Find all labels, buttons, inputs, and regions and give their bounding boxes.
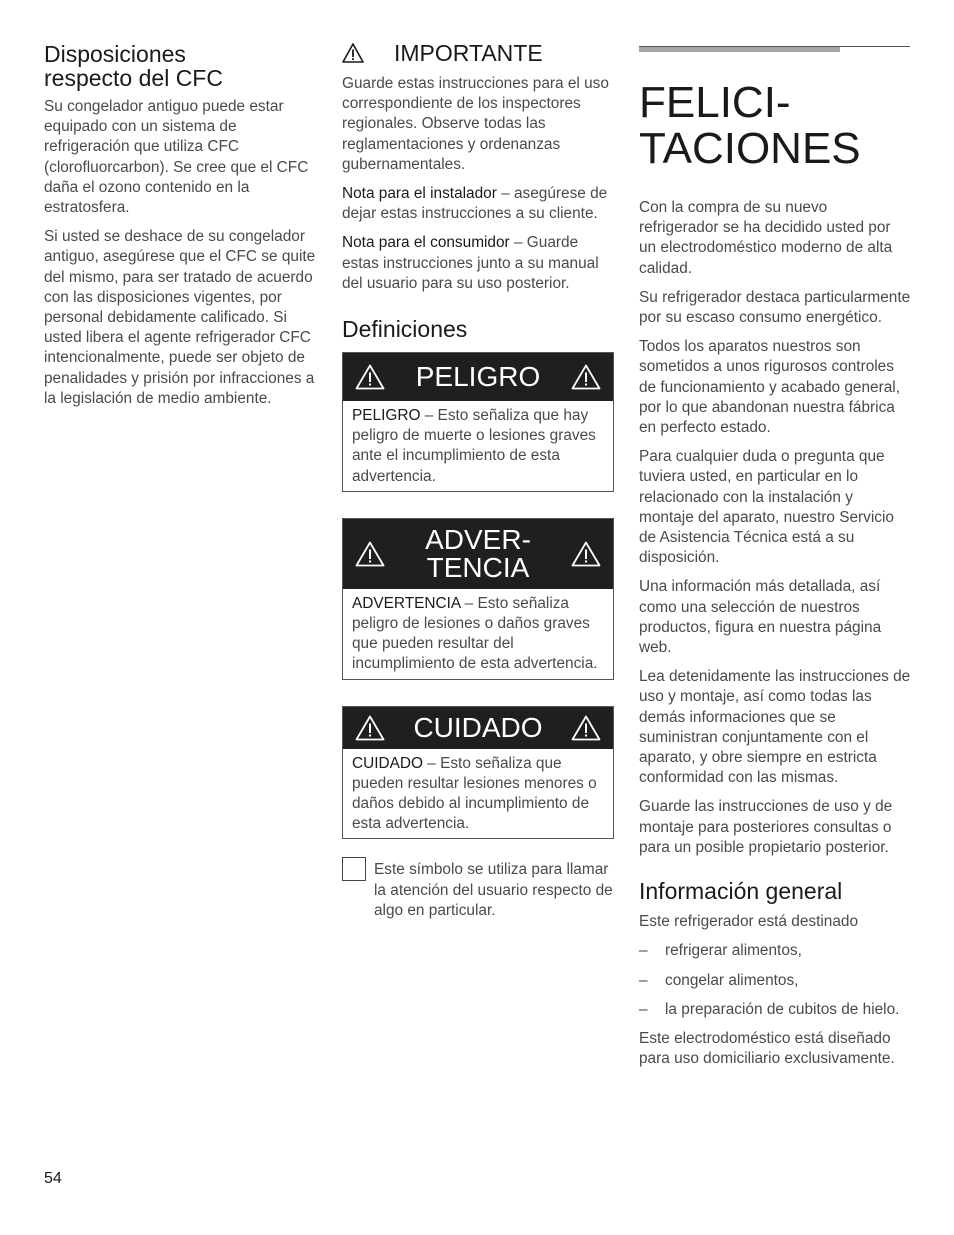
informacion-heading: Información general: [639, 878, 843, 905]
cuidado-header: [343, 707, 613, 749]
advertencia-title: [385, 523, 571, 583]
informacion-intro: Este refrigerador está destinado: [639, 913, 859, 931]
felicitaciones-title-line2: TACIONES: [639, 124, 861, 173]
list-item-text: refrigerar alimentos,: [665, 942, 802, 960]
felicitaciones-title-line1: FELICI-: [639, 78, 791, 127]
importante-paragraph: Guarde estas instrucciones para el uso correspondiente de los inspectores regionales. Observe todas las reglamentaciones y ordenanzas gubernamentales.: [342, 75, 609, 173]
list-dash: –: [639, 971, 648, 989]
felicitaciones-title: [639, 80, 911, 172]
list-item-text: congelar alimentos,: [665, 971, 799, 989]
felicitaciones-paragraph-6: Lea detenidamente las instrucciones de uso y montaje, así como todas las demás informaciones que se suministran conjuntamente con el aparato, y obre siempre en estricta conformidad con las mismas.: [639, 668, 911, 787]
advertencia-title-line1: ADVER-: [425, 523, 531, 555]
symbol-note: [342, 857, 614, 930]
warning-triangle-icon: [355, 715, 385, 741]
advertencia-term: ADVERTENCIA: [352, 594, 461, 612]
cuidado-title: CUIDADO: [413, 711, 543, 743]
cfc-heading-line1: Disposiciones: [44, 41, 186, 67]
note-square-icon: [342, 857, 366, 881]
cuidado-description: [352, 754, 603, 835]
felicitaciones-paragraph-2: Su refrigerador destaca particularmente por su escaso consumo energético.: [639, 288, 911, 327]
list-dash: –: [639, 942, 648, 960]
header-rule: [639, 44, 911, 52]
cuidado-box: [342, 706, 614, 840]
consumer-note-text: – Guarde estas instrucciones junto a su manual del usuario para su uso posterior.: [342, 234, 599, 292]
peligro-description: [352, 406, 603, 487]
advertencia-title-line2: TENCIA: [426, 551, 530, 583]
importante-section: [342, 40, 614, 930]
installer-note: [342, 184, 614, 224]
warning-triangle-icon: [342, 43, 364, 63]
cuidado-body: [343, 749, 613, 839]
advertencia-text: – Esto señaliza peligro de lesiones o daños graves que pueden resultar del incumplimiento de esta advertencia.: [352, 594, 598, 673]
list-dash: –: [639, 1000, 648, 1018]
list-item-text: la preparación de cubitos de hielo.: [665, 1000, 900, 1018]
felicitaciones-paragraph-4: Para cualquier duda o pregunta que tuviera usted, en particular en lo relacionado con la instalación y montaje del aparato, nuestro Servicio de Asistencia Técnica está a su disposición.: [639, 448, 894, 567]
warning-triangle-icon: [571, 715, 601, 741]
importante-heading: [342, 40, 614, 66]
cuidado-term: CUIDADO: [352, 754, 423, 772]
peligro-body: [343, 401, 613, 491]
warning-triangle-icon: [355, 541, 385, 567]
cfc-heading-line2: respecto del CFC: [44, 65, 223, 91]
informacion-list: [639, 941, 911, 1020]
felicitaciones-paragraph-3: Todos los aparatos nuestros son sometidos a unos rigurosos controles de funcionamiento y acabado general, por lo que abandonan nuestra fábrica en perfecto estado.: [639, 338, 900, 437]
advertencia-box: [342, 518, 614, 680]
felicitaciones-paragraph-1: Con la compra de su nuevo refrigerador se ha decidido usted por un electrodoméstico moderno de alta calidad.: [639, 199, 893, 277]
list-item: [639, 941, 911, 961]
advertencia-header: [343, 519, 613, 589]
peligro-header: [343, 353, 613, 401]
peligro-title: PELIGRO: [415, 361, 541, 393]
importante-title: IMPORTANTE: [394, 40, 543, 66]
list-item: [639, 1000, 911, 1020]
felicitaciones-paragraph-7: Guarde las instrucciones de uso y de montaje para posteriores consultas o para un posible propietario posterior.: [639, 798, 893, 856]
felicitaciones-paragraph-5: Una información más detallada, así como una selección de nuestros productos, figura en nuestra página web.: [639, 578, 882, 657]
peligro-text: – Esto señaliza que hay peligro de muerte o lesiones graves ante el incumplimiento de esta advertencia.: [352, 407, 596, 485]
informacion-closing: Este electrodoméstico está diseñado para uso domiciliario exclusivamente.: [639, 1029, 895, 1068]
consumer-note-label: Nota para el consumidor: [342, 234, 510, 252]
advertencia-body: [343, 589, 613, 679]
cfc-paragraph-2: Si usted se deshace de su congelador antiguo, asegúrese que el CFC se quite del mismo, para ser tratado de acuerdo con las disposiciones vigentes, por personal debidamente calificado. Si usted libera el agente refrigerador CFC intencionalmente, puede ser objeto de penalidades y prisión por infracciones a la legislación de medio ambiente.: [44, 228, 316, 407]
warning-triangle-icon: [571, 541, 601, 567]
cfc-section: [44, 42, 316, 418]
header-rule-thin: [639, 46, 910, 47]
cfc-heading: [44, 42, 316, 90]
consumer-note: [342, 233, 614, 294]
felicitaciones-section: [639, 44, 911, 1078]
warning-triangle-icon: [571, 364, 601, 390]
advertencia-description: [352, 594, 603, 675]
warning-triangle-icon: [355, 364, 385, 390]
definiciones-heading: Definiciones: [342, 316, 468, 343]
installer-note-text: – asegúrese de dejar estas instrucciones a su cliente.: [342, 185, 608, 223]
peligro-box: [342, 352, 614, 492]
cuidado-text: – Esto señaliza que pueden resultar lesiones menores o daños debido al incumplimiento de esta advertencia.: [352, 754, 597, 833]
symbol-note-text: Este símbolo se utiliza para llamar la atención del usuario respecto de algo en particular.: [374, 861, 613, 919]
installer-note-label: Nota para el instalador: [342, 185, 497, 203]
list-item: [639, 971, 911, 991]
peligro-term: PELIGRO: [352, 407, 421, 425]
page-number: 54: [44, 1170, 62, 1187]
cfc-paragraph-1: Su congelador antiguo puede estar equipado con un sistema de refrigeración que utiliza CFC (clorofluorcarbon). Se cree que el CFC daña el ozono contenido en la estratosfera.: [44, 98, 309, 217]
